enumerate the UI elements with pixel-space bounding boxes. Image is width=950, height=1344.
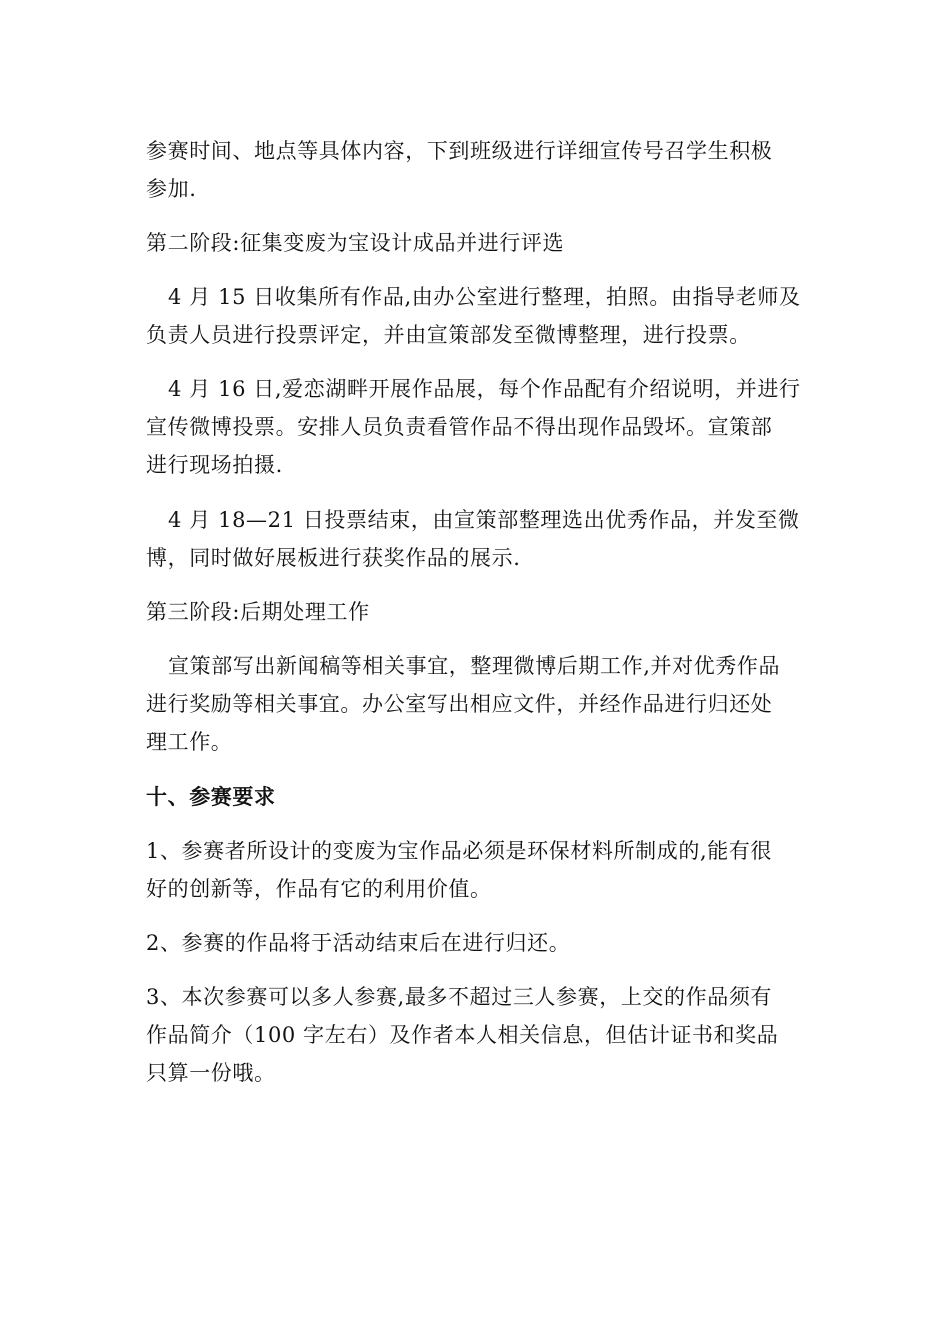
requirement-item: 3、本次参赛可以多人参赛,最多不超过三人参赛，上交的作品须有 [146,985,773,1009]
paragraph-line: 4 月 15 日收集所有作品,由办公室进行整理，拍照。由指导老师及 [168,285,801,309]
paragraph-line: 4 月 18—21 日投票结束，由宣策部整理选出优秀作品，并发至微 [168,508,800,532]
paragraph-line: 宣传微博投票。安排人员负责看管作品不得出现作品毁坏。宣策部 [146,415,773,439]
paragraph-line: 进行现场拍摄. [146,453,283,477]
paragraph-line: 博，同时做好展板进行获奖作品的展示. [146,546,521,570]
paragraph-line: 4 月 16 日,爱恋湖畔开展作品展，每个作品配有介绍说明，并进行 [168,377,801,401]
stage-two-title: 第二阶段:征集变废为宝设计成品并进行评选 [146,231,565,255]
requirement-item: 2、参赛的作品将于活动结束后在进行归还。 [146,931,571,955]
paragraph-line: 参加. [146,177,197,201]
requirement-item: 只算一份哦。 [146,1061,276,1085]
requirement-item: 1、参赛者所设计的变废为宝作品必须是环保材料所制成的,能有很 [146,839,773,863]
paragraph-line: 理工作。 [146,730,233,754]
requirement-item: 作品简介（100 字左右）及作者本人相关信息，但估计证书和奖品 [146,1023,779,1047]
paragraph-line: 参赛时间、地点等具体内容，下到班级进行详细宣传号召学生积极 [146,139,773,163]
paragraph-line: 宣策部写出新闻稿等相关事宜，整理微博后期工作,并对优秀作品 [168,654,781,678]
requirement-item: 好的创新等，作品有它的利用价值。 [146,877,492,901]
stage-three-title: 第三阶段:后期处理工作 [146,600,370,624]
paragraph-line: 负责人员进行投票评定，并由宣策部发至微博整理，进行投票。 [146,323,751,347]
paragraph-line: 进行奖励等相关事宜。办公室写出相应文件，并经作品进行归还处 [146,692,773,716]
section-ten-heading: 十、参赛要求 [146,785,276,809]
